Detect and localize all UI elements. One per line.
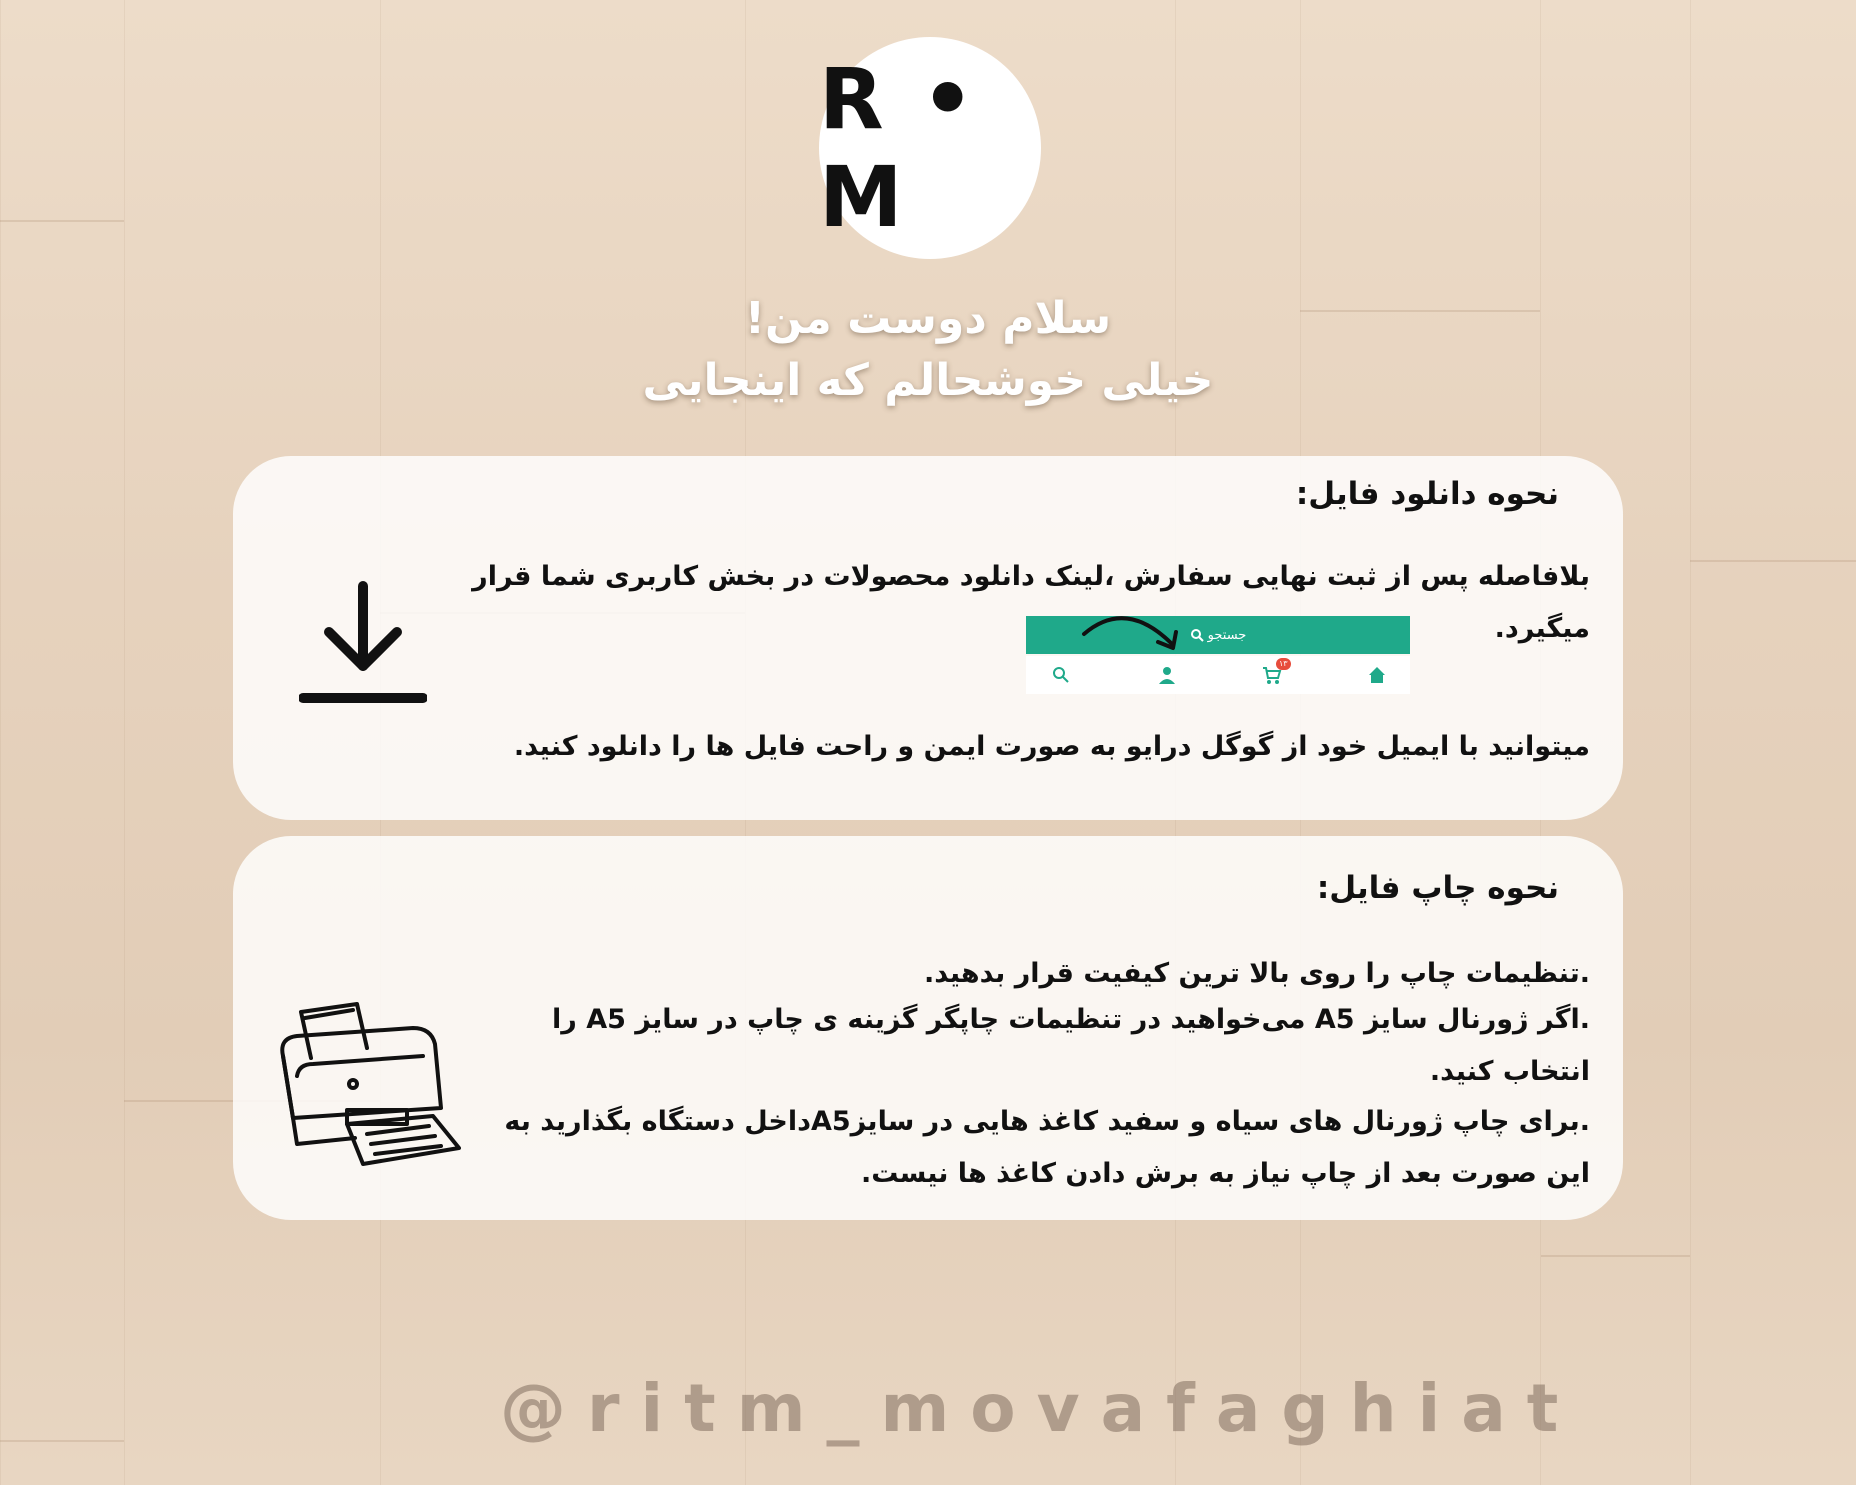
printer-icon xyxy=(263,998,463,1176)
logo-badge xyxy=(819,37,1041,259)
home-icon xyxy=(1366,664,1388,686)
mini-search-label: جستجو xyxy=(1207,627,1247,643)
print-item-1: .تنظیمات چاپ را روی بالا ترین کیفیت قرار بدهید. xyxy=(923,958,1590,989)
greeting-line-1: سلام دوست من! xyxy=(744,293,1112,344)
download-paragraph-2: میتوانید با ایمیل خود از گوگل درایو به صورت ایمن و راحت فایل ها را دانلود کنید. xyxy=(513,731,1590,762)
download-card-title: نحوه دانلود فایل: xyxy=(1295,476,1559,512)
cart-badge: ۱۳ xyxy=(1276,658,1291,670)
greeting-line-2: خیلی خوشحالم که اینجایی xyxy=(642,355,1214,406)
logo-text: R • M xyxy=(819,50,979,246)
print-item-2: .اگر ژورنال سایز A5 می‌خواهید در تنظیمات چاپگر گزینه ی چاپ در سایز A5 را انتخاب کنید. xyxy=(551,1004,1590,1087)
plank-seam xyxy=(0,1440,124,1442)
plank-seam xyxy=(1690,560,1856,562)
user-icon xyxy=(1156,664,1178,686)
curved-arrow-icon xyxy=(1076,604,1196,664)
download-card xyxy=(233,456,1623,820)
plank-seam xyxy=(1541,1255,1690,1257)
plank-seam xyxy=(0,220,124,222)
instagram-handle: @ritm_movafaghiat xyxy=(500,1370,1580,1447)
print-item-3: .برای چاپ ژورنال های سیاه و سفید کاغذ هایی در سایزA5داخل دستگاه بگذارید به این صورت بعد از چاپ نیاز به برش دادن کاغذ ها نیست. xyxy=(504,1106,1590,1189)
download-icon xyxy=(299,580,427,704)
print-card xyxy=(233,836,1623,1220)
print-card-title: نحوه چاپ فایل: xyxy=(1316,870,1559,906)
mini-nav-screenshot xyxy=(1026,616,1410,698)
download-paragraph-1: بلافاصله پس از ثبت نهایی سفارش ،لینک دانلود محصولات در بخش کاربری شما قرار میگیرد. xyxy=(472,561,1590,644)
search-icon xyxy=(1050,664,1072,686)
